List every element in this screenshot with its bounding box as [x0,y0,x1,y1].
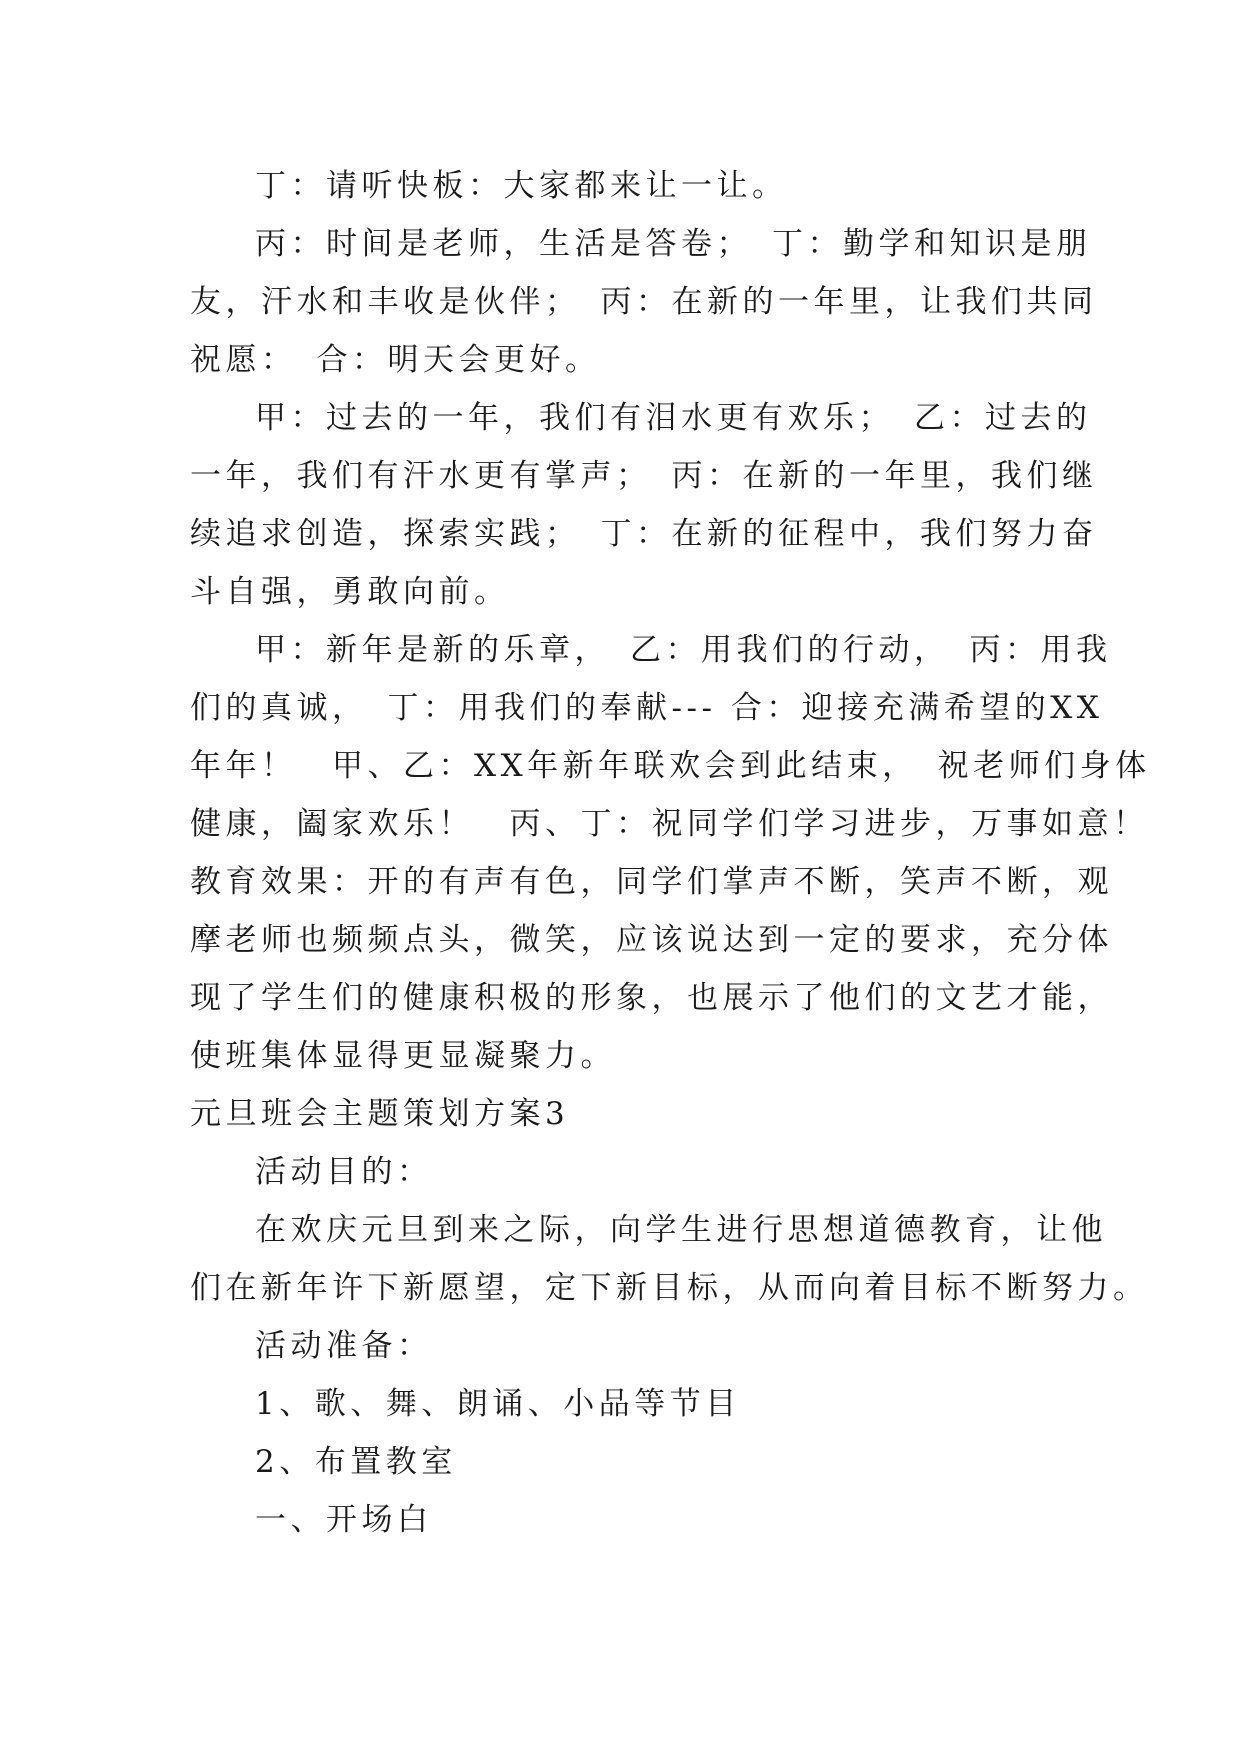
paragraph-line: 续追求创造，探索实践； 丁：在新的征程中，我们努力奋 [190,516,1098,552]
list-item: 2、布置教室 [255,1444,457,1480]
section-heading: 元旦班会主题策划方案3 [190,1096,570,1132]
paragraph-line: 友，汗水和丰收是伙伴； 丙：在新的一年里，让我们共同 [190,284,1098,320]
paragraph-line: 祝愿： 合：明天会更好。 [190,342,601,378]
paragraph-line: 教育效果：开的有声有色，同学们掌声不断，笑声不断，观 [190,864,1113,900]
paragraph-line: 丁：请听快板：大家都来让一让。 [255,168,788,204]
paragraph-line: 活动目的： [255,1154,433,1190]
paragraph-line: 甲：过去的一年，我们有泪水更有欢乐； 乙：过去的 [255,400,1092,436]
paragraph-line: 年年！ 甲、乙：XX年新年联欢会到此结束， 祝老师们身体 [190,748,1151,784]
list-item: 1、歌、舞、朗诵、小品等节目 [255,1386,741,1422]
paragraph-line: 们的真诚， 丁：用我们的奉献--- 合：迎接充满希望的XX [190,690,1104,726]
paragraph-line: 斗自强，勇敢向前。 [190,574,510,610]
paragraph-line: 现了学生们的健康积极的形象，也展示了他们的文艺才能， [190,980,1113,1016]
paragraph-line: 在欢庆元旦到来之际，向学生进行思想道德教育，让他 [255,1212,1107,1248]
paragraph-line: 健康，阖家欢乐！ 丙、丁：祝同学们学习进步，万事如意！ [190,806,1149,842]
paragraph-line: 丙：时间是老师，生活是答卷； 丁：勤学和知识是朋 [255,226,1092,262]
paragraph-line: 活动准备： [255,1328,433,1364]
paragraph-line: 摩老师也频频点头，微笑，应该说达到一定的要求，充分体 [190,922,1113,958]
paragraph-line: 甲：新年是新的乐章， 乙：用我们的行动， 丙：用我 [255,632,1112,668]
subsection-heading: 一、开场白 [255,1502,433,1538]
paragraph-line: 一年，我们有汗水更有掌声； 丙：在新的一年里，我们继 [190,458,1098,494]
paragraph-line: 使班集体显得更显凝聚力。 [190,1038,616,1074]
paragraph-line: 们在新年许下新愿望，定下新目标，从而向着目标不断努力。 [190,1270,1149,1306]
